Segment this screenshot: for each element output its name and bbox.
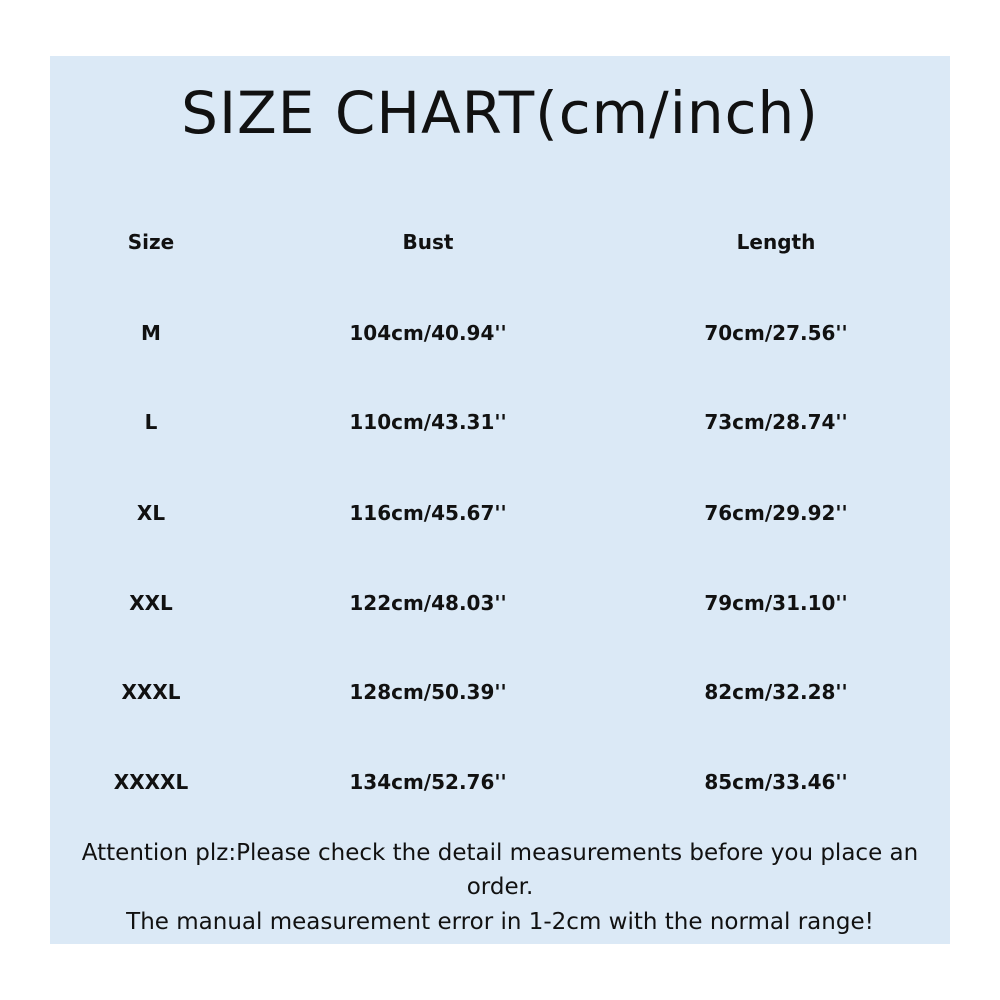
column-header-bust: Bust bbox=[402, 230, 454, 254]
table-cell-bust: 116cm/45.67'' bbox=[349, 501, 507, 525]
attention-note-line-1: Attention plz:Please check the detail measurements before you place an bbox=[81, 840, 919, 866]
table-cell-length: 76cm/29.92'' bbox=[704, 501, 848, 525]
attention-note-line-2: order. bbox=[466, 874, 534, 900]
table-cell-length: 85cm/33.46'' bbox=[704, 770, 848, 794]
table-cell-bust: 104cm/40.94'' bbox=[349, 321, 507, 345]
table-cell-bust: 134cm/52.76'' bbox=[349, 770, 507, 794]
table-cell-size: XXXL bbox=[121, 680, 181, 704]
column-header-length: Length bbox=[736, 230, 816, 254]
size-chart-panel bbox=[50, 56, 950, 944]
table-cell-size: XXL bbox=[129, 591, 173, 615]
page-title: SIZE CHART(cm/inch) bbox=[181, 79, 819, 147]
table-cell-length: 73cm/28.74'' bbox=[704, 410, 848, 434]
table-cell-size: M bbox=[141, 321, 161, 345]
table-cell-size: XXXXL bbox=[113, 770, 189, 794]
column-header-size: Size bbox=[127, 230, 175, 254]
table-cell-length: 82cm/32.28'' bbox=[704, 680, 848, 704]
table-cell-length: 70cm/27.56'' bbox=[704, 321, 848, 345]
table-cell-length: 79cm/31.10'' bbox=[704, 591, 848, 615]
table-cell-size: L bbox=[144, 410, 158, 434]
table-cell-bust: 122cm/48.03'' bbox=[349, 591, 507, 615]
measurement-error-note: The manual measurement error in 1-2cm with the normal range! bbox=[126, 909, 874, 935]
table-cell-bust: 128cm/50.39'' bbox=[349, 680, 507, 704]
table-cell-size: XL bbox=[136, 501, 166, 525]
table-cell-bust: 110cm/43.31'' bbox=[349, 410, 507, 434]
